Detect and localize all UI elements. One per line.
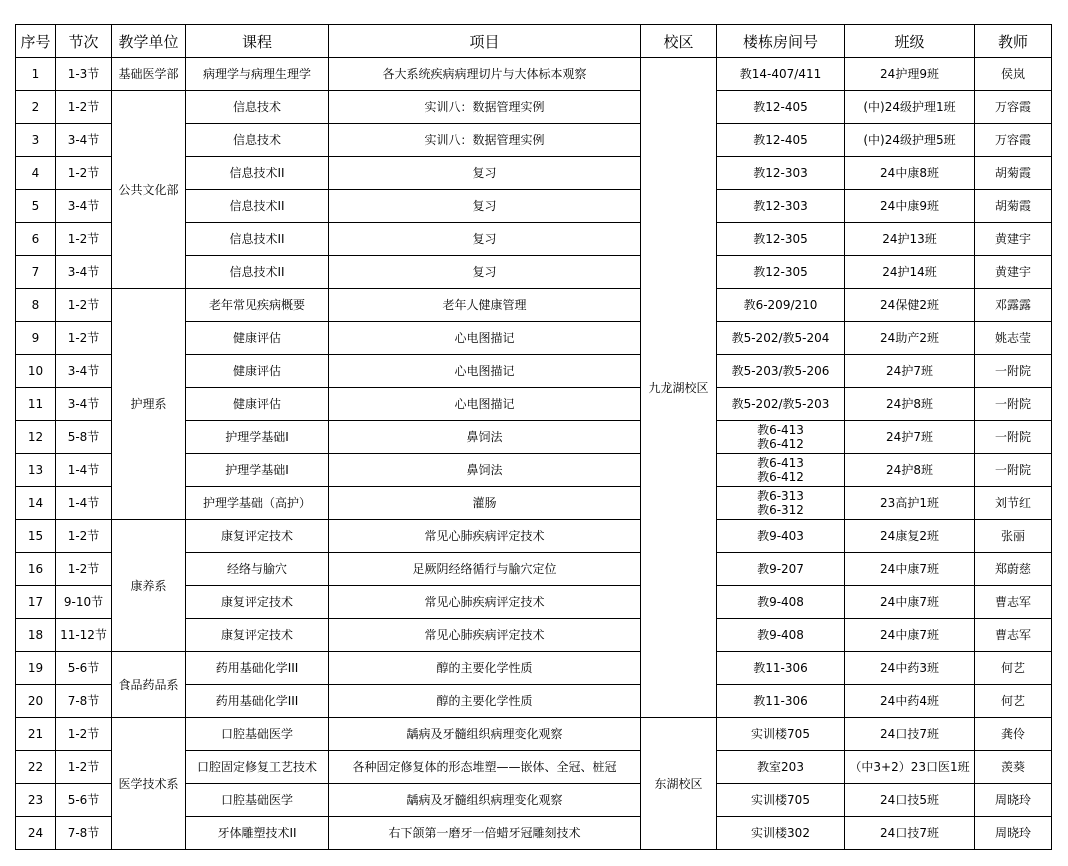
row-no: 19 bbox=[16, 652, 56, 685]
row-teacher: 刘节红 bbox=[975, 487, 1052, 520]
row-period: 1-4节 bbox=[56, 487, 112, 520]
row-class: (中)24级护理1班 bbox=[845, 91, 975, 124]
row-course: 牙体雕塑技术II bbox=[186, 817, 329, 850]
row-teacher: 龚伶 bbox=[975, 718, 1052, 751]
room-line: 教6-209/210 bbox=[743, 298, 818, 312]
row-project: 复习 bbox=[329, 223, 641, 256]
row-room bbox=[717, 586, 845, 619]
row-room bbox=[717, 355, 845, 388]
row-period: 1-2节 bbox=[56, 157, 112, 190]
row-class: (中)24级护理5班 bbox=[845, 124, 975, 157]
row-teacher: 一附院 bbox=[975, 355, 1052, 388]
row-class: 24中康7班 bbox=[845, 553, 975, 586]
row-teacher: 一附院 bbox=[975, 388, 1052, 421]
table-row bbox=[16, 58, 1052, 91]
row-room bbox=[717, 619, 845, 652]
row-class: 24护7班 bbox=[845, 355, 975, 388]
row-room bbox=[717, 652, 845, 685]
row-period: 1-2节 bbox=[56, 520, 112, 553]
row-course: 护理学基础I bbox=[186, 421, 329, 454]
row-room bbox=[717, 124, 845, 157]
header-class: 班级 bbox=[845, 25, 975, 58]
row-course: 信息技术 bbox=[186, 124, 329, 157]
row-period: 1-3节 bbox=[56, 58, 112, 91]
room-line: 教9-207 bbox=[757, 562, 804, 576]
unit-cell: 护理系 bbox=[112, 289, 186, 520]
row-period: 3-4节 bbox=[56, 124, 112, 157]
row-no: 16 bbox=[16, 553, 56, 586]
row-period: 1-4节 bbox=[56, 454, 112, 487]
room-line: 教12-405 bbox=[753, 133, 808, 147]
row-period: 5-6节 bbox=[56, 784, 112, 817]
row-project: 右下颌第一磨牙一倍蜡牙冠雕刻技术 bbox=[329, 817, 641, 850]
row-project: 复习 bbox=[329, 190, 641, 223]
room-line: 教6-312 bbox=[757, 503, 804, 517]
row-teacher: 一附院 bbox=[975, 454, 1052, 487]
row-no: 24 bbox=[16, 817, 56, 850]
row-class: 24助产2班 bbox=[845, 322, 975, 355]
row-course: 口腔基础医学 bbox=[186, 784, 329, 817]
row-no: 10 bbox=[16, 355, 56, 388]
row-project: 心电图描记 bbox=[329, 355, 641, 388]
row-no: 14 bbox=[16, 487, 56, 520]
row-project: 复习 bbox=[329, 157, 641, 190]
row-room bbox=[717, 157, 845, 190]
row-no: 23 bbox=[16, 784, 56, 817]
room-line: 教6-412 bbox=[757, 437, 804, 451]
row-class: 24口技7班 bbox=[845, 817, 975, 850]
row-project: 灌肠 bbox=[329, 487, 641, 520]
header-period: 节次 bbox=[56, 25, 112, 58]
unit-cell: 医学技术系 bbox=[112, 718, 186, 850]
schedule-table bbox=[15, 24, 1052, 850]
row-project: 各大系统疾病病理切片与大体标本观察 bbox=[329, 58, 641, 91]
row-project: 醇的主要化学性质 bbox=[329, 685, 641, 718]
table-row bbox=[16, 289, 1052, 322]
row-course: 护理学基础（高护） bbox=[186, 487, 329, 520]
row-teacher: 羡葵 bbox=[975, 751, 1052, 784]
row-course: 药用基础化学III bbox=[186, 652, 329, 685]
row-room bbox=[717, 454, 845, 487]
row-no: 17 bbox=[16, 586, 56, 619]
row-teacher: 黄建宇 bbox=[975, 223, 1052, 256]
row-project: 复习 bbox=[329, 256, 641, 289]
room-line: 实训楼705 bbox=[751, 727, 810, 741]
room-line: 教6-313 bbox=[757, 489, 804, 503]
room-line: 教9-408 bbox=[757, 628, 804, 642]
row-room bbox=[717, 58, 845, 91]
row-no: 8 bbox=[16, 289, 56, 322]
row-course: 健康评估 bbox=[186, 355, 329, 388]
row-course: 康复评定技术 bbox=[186, 619, 329, 652]
row-course: 信息技术II bbox=[186, 223, 329, 256]
row-room bbox=[717, 388, 845, 421]
table-row bbox=[16, 652, 1052, 685]
row-room bbox=[717, 520, 845, 553]
unit-cell: 公共文化部 bbox=[112, 91, 186, 289]
row-project: 实训八：数据管理实例 bbox=[329, 91, 641, 124]
row-course: 药用基础化学III bbox=[186, 685, 329, 718]
room-line: 教6-413 bbox=[757, 456, 804, 470]
row-teacher: 万容霞 bbox=[975, 124, 1052, 157]
row-no: 1 bbox=[16, 58, 56, 91]
row-class: 24护7班 bbox=[845, 421, 975, 454]
room-line: 教12-303 bbox=[753, 166, 808, 180]
row-period: 3-4节 bbox=[56, 355, 112, 388]
row-teacher: 张丽 bbox=[975, 520, 1052, 553]
row-room bbox=[717, 817, 845, 850]
room-line: 教9-408 bbox=[757, 595, 804, 609]
row-teacher: 邓露露 bbox=[975, 289, 1052, 322]
row-project: 鼻饲法 bbox=[329, 421, 641, 454]
row-project: 龋病及牙髓组织病理变化观察 bbox=[329, 718, 641, 751]
row-period: 3-4节 bbox=[56, 256, 112, 289]
row-room bbox=[717, 289, 845, 322]
row-teacher: 胡菊霞 bbox=[975, 190, 1052, 223]
room-line: 教11-306 bbox=[753, 694, 808, 708]
row-period: 7-8节 bbox=[56, 817, 112, 850]
row-project: 鼻饲法 bbox=[329, 454, 641, 487]
unit-cell: 食品药品系 bbox=[112, 652, 186, 718]
header-project: 项目 bbox=[329, 25, 641, 58]
row-course: 病理学与病理生理学 bbox=[186, 58, 329, 91]
row-room bbox=[717, 322, 845, 355]
row-course: 护理学基础I bbox=[186, 454, 329, 487]
row-teacher: 侯岚 bbox=[975, 58, 1052, 91]
row-period: 5-6节 bbox=[56, 652, 112, 685]
room-line: 教5-203/教5-206 bbox=[731, 364, 830, 378]
row-project: 常见心肺疾病评定技术 bbox=[329, 586, 641, 619]
header-course: 课程 bbox=[186, 25, 329, 58]
header-row bbox=[16, 25, 1052, 58]
row-room bbox=[717, 421, 845, 454]
row-teacher: 郑蔚慈 bbox=[975, 553, 1052, 586]
row-room bbox=[717, 223, 845, 256]
row-room bbox=[717, 553, 845, 586]
row-class: 24中康9班 bbox=[845, 190, 975, 223]
row-room bbox=[717, 784, 845, 817]
row-class: 24护理9班 bbox=[845, 58, 975, 91]
row-room bbox=[717, 91, 845, 124]
room-line: 教12-405 bbox=[753, 100, 808, 114]
row-class: 24护14班 bbox=[845, 256, 975, 289]
row-teacher: 一附院 bbox=[975, 421, 1052, 454]
row-course: 信息技术II bbox=[186, 190, 329, 223]
row-class: 23高护1班 bbox=[845, 487, 975, 520]
unit-cell: 基础医学部 bbox=[112, 58, 186, 91]
row-teacher: 何艺 bbox=[975, 652, 1052, 685]
row-teacher: 万容霞 bbox=[975, 91, 1052, 124]
row-project: 龋病及牙髓组织病理变化观察 bbox=[329, 784, 641, 817]
row-period: 11-12节 bbox=[56, 619, 112, 652]
row-room bbox=[717, 718, 845, 751]
schedule-body bbox=[16, 58, 1052, 850]
row-class: 24中康7班 bbox=[845, 619, 975, 652]
row-no: 5 bbox=[16, 190, 56, 223]
row-period: 1-2节 bbox=[56, 322, 112, 355]
row-period: 1-2节 bbox=[56, 289, 112, 322]
campus-cell: 九龙湖校区 bbox=[641, 58, 717, 718]
row-project: 足厥阴经络循行与腧穴定位 bbox=[329, 553, 641, 586]
row-course: 口腔固定修复工艺技术 bbox=[186, 751, 329, 784]
row-no: 15 bbox=[16, 520, 56, 553]
row-project: 各种固定修复体的形态堆塑——嵌体、全冠、桩冠 bbox=[329, 751, 641, 784]
row-period: 1-2节 bbox=[56, 553, 112, 586]
room-line: 教12-305 bbox=[753, 265, 808, 279]
row-room bbox=[717, 487, 845, 520]
row-course: 老年常见疾病概要 bbox=[186, 289, 329, 322]
table-row bbox=[16, 718, 1052, 751]
row-no: 2 bbox=[16, 91, 56, 124]
row-no: 20 bbox=[16, 685, 56, 718]
header-teacher: 教师 bbox=[975, 25, 1052, 58]
row-period: 1-2节 bbox=[56, 91, 112, 124]
row-course: 康复评定技术 bbox=[186, 520, 329, 553]
row-course: 健康评估 bbox=[186, 388, 329, 421]
row-class: （中3+2）23口医1班 bbox=[845, 751, 975, 784]
row-project: 老年人健康管理 bbox=[329, 289, 641, 322]
table-row bbox=[16, 91, 1052, 124]
row-course: 信息技术II bbox=[186, 256, 329, 289]
row-no: 18 bbox=[16, 619, 56, 652]
row-class: 24保健2班 bbox=[845, 289, 975, 322]
row-teacher: 周晓玲 bbox=[975, 784, 1052, 817]
row-no: 21 bbox=[16, 718, 56, 751]
row-project: 实训八：数据管理实例 bbox=[329, 124, 641, 157]
row-period: 5-8节 bbox=[56, 421, 112, 454]
row-course: 经络与腧穴 bbox=[186, 553, 329, 586]
room-line: 教5-202/教5-203 bbox=[731, 397, 830, 411]
header-no: 序号 bbox=[16, 25, 56, 58]
row-period: 3-4节 bbox=[56, 190, 112, 223]
row-class: 24康复2班 bbox=[845, 520, 975, 553]
row-project: 心电图描记 bbox=[329, 388, 641, 421]
row-period: 1-2节 bbox=[56, 718, 112, 751]
row-no: 11 bbox=[16, 388, 56, 421]
unit-cell: 康养系 bbox=[112, 520, 186, 652]
row-no: 13 bbox=[16, 454, 56, 487]
row-teacher: 黄建宇 bbox=[975, 256, 1052, 289]
room-line: 教14-407/411 bbox=[739, 67, 822, 81]
room-line: 教5-202/教5-204 bbox=[731, 331, 830, 345]
row-class: 24口技7班 bbox=[845, 718, 975, 751]
room-line: 教12-303 bbox=[753, 199, 808, 213]
room-line: 实训楼302 bbox=[751, 826, 810, 840]
row-class: 24中康8班 bbox=[845, 157, 975, 190]
row-course: 信息技术II bbox=[186, 157, 329, 190]
row-class: 24中药3班 bbox=[845, 652, 975, 685]
row-teacher: 周晓玲 bbox=[975, 817, 1052, 850]
row-teacher: 胡菊霞 bbox=[975, 157, 1052, 190]
row-period: 3-4节 bbox=[56, 388, 112, 421]
room-line: 教6-412 bbox=[757, 470, 804, 484]
row-no: 12 bbox=[16, 421, 56, 454]
row-project: 心电图描记 bbox=[329, 322, 641, 355]
row-course: 信息技术 bbox=[186, 91, 329, 124]
row-no: 4 bbox=[16, 157, 56, 190]
row-room bbox=[717, 256, 845, 289]
row-course: 口腔基础医学 bbox=[186, 718, 329, 751]
row-period: 7-8节 bbox=[56, 685, 112, 718]
header-unit: 教学单位 bbox=[112, 25, 186, 58]
row-course: 健康评估 bbox=[186, 322, 329, 355]
row-room bbox=[717, 685, 845, 718]
row-class: 24中康7班 bbox=[845, 586, 975, 619]
row-course: 康复评定技术 bbox=[186, 586, 329, 619]
header-room: 楼栋房间号 bbox=[717, 25, 845, 58]
room-line: 实训楼705 bbox=[751, 793, 810, 807]
header-campus: 校区 bbox=[641, 25, 717, 58]
row-period: 9-10节 bbox=[56, 586, 112, 619]
campus-cell: 东湖校区 bbox=[641, 718, 717, 850]
row-room bbox=[717, 190, 845, 223]
row-period: 1-2节 bbox=[56, 223, 112, 256]
room-line: 教12-305 bbox=[753, 232, 808, 246]
row-project: 常见心肺疾病评定技术 bbox=[329, 619, 641, 652]
row-no: 9 bbox=[16, 322, 56, 355]
row-class: 24护8班 bbox=[845, 388, 975, 421]
row-teacher: 曹志军 bbox=[975, 586, 1052, 619]
row-period: 1-2节 bbox=[56, 751, 112, 784]
row-no: 22 bbox=[16, 751, 56, 784]
room-line: 教室203 bbox=[757, 760, 804, 774]
row-project: 醇的主要化学性质 bbox=[329, 652, 641, 685]
row-class: 24护8班 bbox=[845, 454, 975, 487]
table-row bbox=[16, 520, 1052, 553]
room-line: 教9-403 bbox=[757, 529, 804, 543]
row-no: 3 bbox=[16, 124, 56, 157]
row-class: 24口技5班 bbox=[845, 784, 975, 817]
room-line: 教6-413 bbox=[757, 423, 804, 437]
row-project: 常见心肺疾病评定技术 bbox=[329, 520, 641, 553]
room-line: 教11-306 bbox=[753, 661, 808, 675]
row-class: 24护13班 bbox=[845, 223, 975, 256]
row-no: 6 bbox=[16, 223, 56, 256]
row-teacher: 曹志军 bbox=[975, 619, 1052, 652]
row-teacher: 何艺 bbox=[975, 685, 1052, 718]
row-room bbox=[717, 751, 845, 784]
row-no: 7 bbox=[16, 256, 56, 289]
row-class: 24中药4班 bbox=[845, 685, 975, 718]
row-teacher: 姚志莹 bbox=[975, 322, 1052, 355]
